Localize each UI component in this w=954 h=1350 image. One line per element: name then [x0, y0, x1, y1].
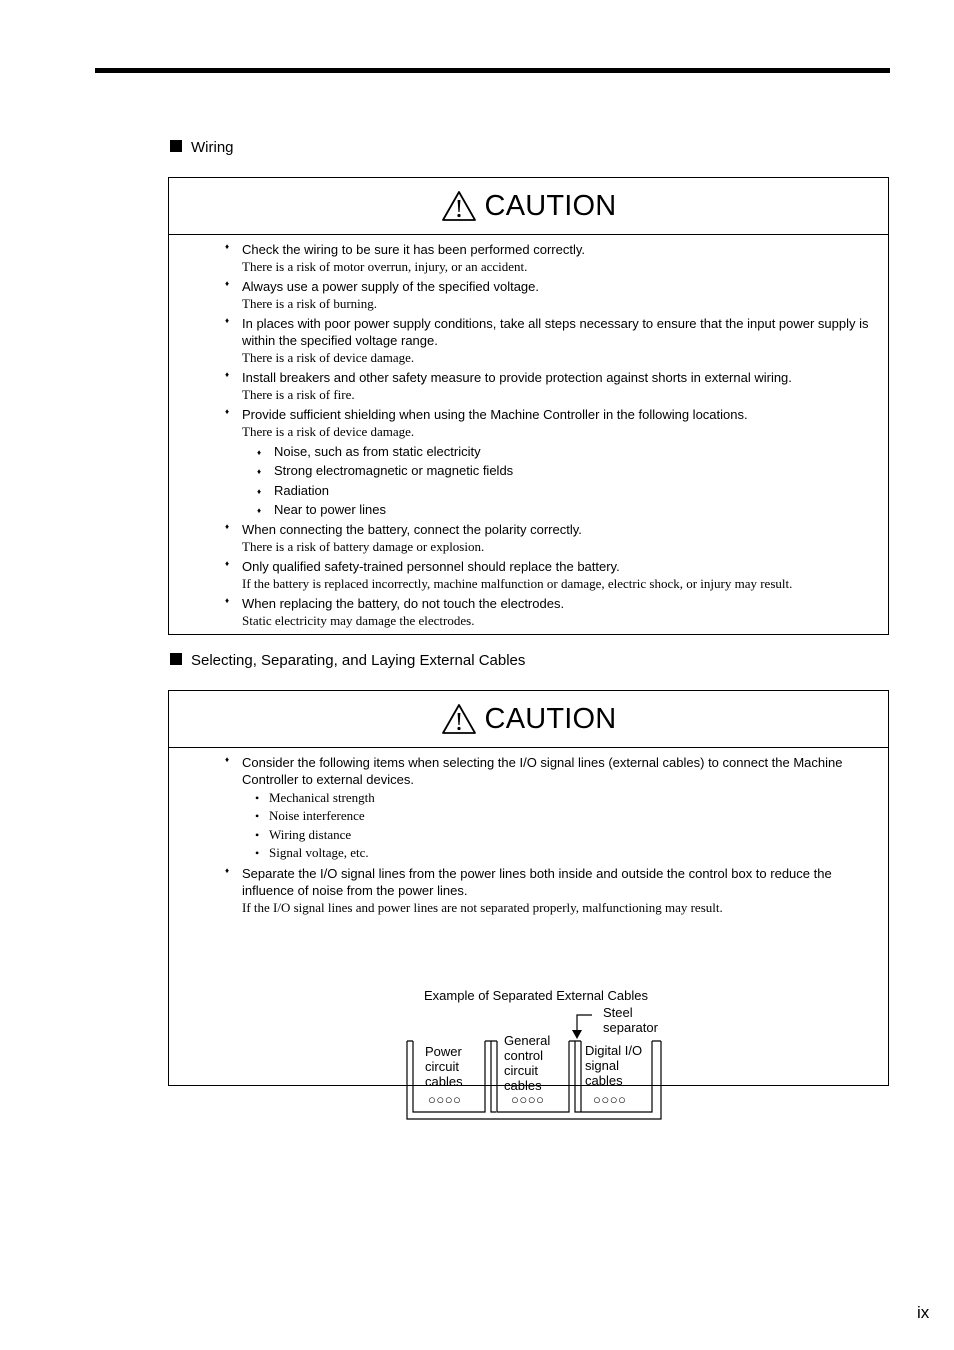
- item-text: ♦ Consider the following items when selecting the I/O signal lines (external cables) to connect the Machine Controller to external devices.: [242, 755, 843, 787]
- caution-item: [169, 369, 878, 404]
- item-note: There is a risk of device damage.: [242, 424, 415, 439]
- item-text: ♦ When replacing the battery, do not touch the electrodes.: [242, 596, 565, 612]
- warning-triangle-icon: [441, 703, 477, 735]
- sub-item: • Wiring distance: [242, 826, 878, 844]
- caution-list: [169, 754, 878, 917]
- caution-item: [169, 406, 878, 519]
- compartment-label-power: Power circuit cables: [425, 1044, 463, 1089]
- caution-item: [169, 521, 878, 556]
- caution-item: [169, 595, 878, 630]
- item-note: If the battery is replaced incorrectly, machine malfunction or damage, electric shock, or injury may result.: [242, 576, 793, 592]
- caution-box-cables: [168, 690, 889, 1107]
- section-heading-text: Selecting, Separating, and Laying External Cables: [191, 652, 526, 669]
- caution-item: [169, 558, 878, 593]
- item-text: ♦ Provide sufficient shielding when using the Machine Controller in the following locations.: [242, 407, 748, 422]
- caution-title: CAUTION: [484, 702, 617, 735]
- square-bullet-icon: [170, 653, 182, 665]
- item-note: There is a risk of motor overrun, injury, or an accident.: [242, 259, 528, 274]
- caution-title: CAUTION: [484, 189, 617, 222]
- item-note: There is a risk of burning.: [242, 296, 378, 311]
- item-text: ♦ Separate the I/O signal lines from the power lines both inside and outside the control box to reduce the influence of noise from the power lines.: [242, 865, 832, 898]
- item-note: There is a risk of battery damage or explosion.: [242, 539, 485, 555]
- separated-cables-diagram: [389, 988, 689, 1128]
- caution-item: [169, 241, 878, 276]
- caution-list: [169, 241, 878, 630]
- wire-circles: ○○○○: [593, 1092, 627, 1107]
- caution-header: [169, 178, 888, 235]
- wire-circles: ○○○○: [511, 1092, 545, 1107]
- sub-item: • Mechanical strength: [242, 789, 878, 807]
- sub-item: ♦ Near to power lines: [242, 500, 878, 519]
- compartment-label-general: General control circuit cables: [504, 1033, 551, 1093]
- sub-item: ♦ Noise, such as from static electricity: [242, 442, 878, 461]
- item-note: Static electricity may damage the electrodes.: [242, 613, 475, 629]
- item-text: ♦ Install breakers and other safety measure to provide protection against shorts in external wiring.: [242, 370, 792, 385]
- diagram-title: Example of Separated External Cables: [424, 988, 649, 1003]
- item-note: There is a risk of fire.: [242, 387, 355, 402]
- item-note: There is a risk of device damage.: [242, 350, 415, 365]
- item-text: ♦ When connecting the battery, connect the polarity correctly.: [242, 522, 582, 538]
- item-text: ♦ Only qualified safety-trained personnel should replace the battery.: [242, 559, 620, 575]
- section-heading-wiring: [170, 139, 234, 156]
- item-text: ♦ In places with poor power supply conditions, take all steps necessary to ensure that the input power supply is within the specified voltage range.: [242, 316, 869, 348]
- sub-item: • Signal voltage, etc.: [242, 844, 878, 862]
- sub-item: ♦ Strong electromagnetic or magnetic fields: [242, 461, 878, 480]
- caution-item: [169, 315, 878, 367]
- square-bullet-icon: [170, 140, 182, 152]
- caution-item: [169, 754, 878, 863]
- item-text: ♦ Check the wiring to be sure it has been performed correctly.: [242, 242, 585, 257]
- section-heading-cables: [170, 652, 525, 669]
- caution-body: [169, 748, 888, 1107]
- separator-label: Steel separator: [603, 1005, 658, 1035]
- caution-item: [169, 865, 878, 917]
- sub-list: [242, 789, 878, 863]
- sub-item: ♦ Radiation: [242, 481, 878, 500]
- compartment-label-digital: Digital I/O signal cables: [585, 1043, 643, 1088]
- caution-body: [169, 235, 888, 630]
- item-text: ♦ Always use a power supply of the specified voltage.: [242, 279, 540, 294]
- top-rule: [95, 68, 890, 73]
- warning-triangle-icon: [441, 190, 477, 222]
- caution-header: [169, 691, 888, 748]
- sub-list: [242, 442, 878, 519]
- page-number: ix: [917, 1303, 930, 1322]
- caution-box-wiring: [168, 177, 889, 635]
- section-heading-text: Wiring: [191, 139, 234, 156]
- caution-item: [169, 278, 878, 313]
- item-note: If the I/O signal lines and power lines are not separated properly, malfunctioning may result.: [242, 899, 723, 915]
- sub-item: • Noise interference: [242, 807, 878, 825]
- wire-circles: ○○○○: [428, 1092, 462, 1107]
